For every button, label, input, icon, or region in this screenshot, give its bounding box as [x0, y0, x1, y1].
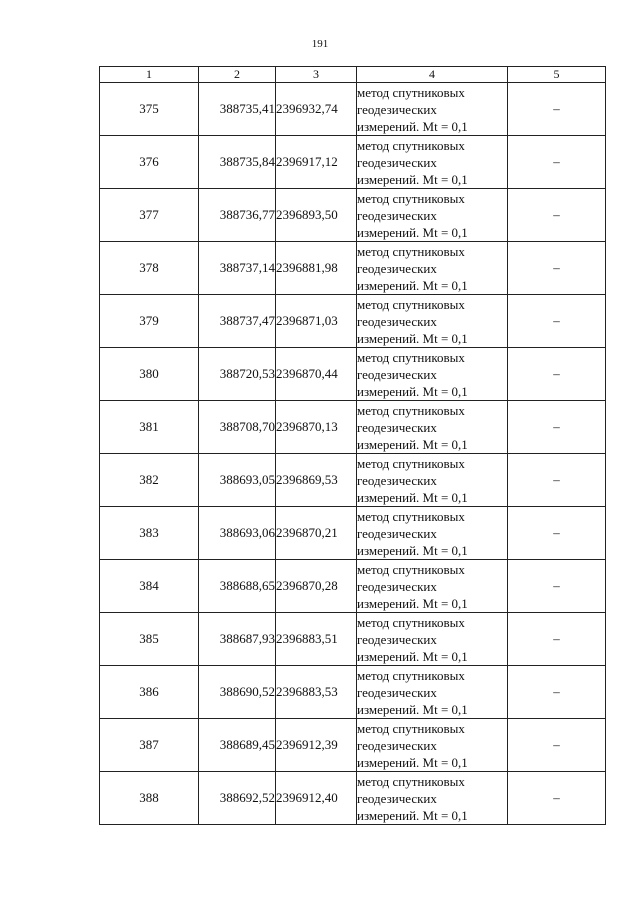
- method-line: геодезических: [357, 578, 437, 594]
- method-cell: [357, 189, 508, 242]
- y-coordinate-cell: 2396917,12: [276, 136, 357, 189]
- method-line: геодезических: [357, 101, 437, 117]
- table-row: [100, 401, 606, 454]
- point-number-cell: 381: [100, 401, 199, 454]
- method-line: геодезических: [357, 525, 437, 541]
- y-coordinate-cell: 2396932,74: [276, 83, 357, 136]
- x-coordinate-cell: 388688,65: [199, 560, 276, 613]
- point-number-cell: 388: [100, 772, 199, 825]
- method-line: измерений. Mt = 0,1: [357, 595, 468, 611]
- point-number-cell: 382: [100, 454, 199, 507]
- method-cell: [357, 772, 508, 825]
- point-number-cell: 379: [100, 295, 199, 348]
- method-line: геодезических: [357, 260, 437, 276]
- method-line: геодезических: [357, 419, 437, 435]
- y-coordinate-cell: 2396912,39: [276, 719, 357, 772]
- method-cell: [357, 136, 508, 189]
- method-cell: [357, 613, 508, 666]
- header-row: [100, 67, 606, 83]
- column-header-3: 3: [276, 67, 357, 83]
- coordinates-table: [99, 66, 606, 825]
- point-number-cell: 378: [100, 242, 199, 295]
- method-line: геодезических: [357, 631, 437, 647]
- column-5-cell: –: [508, 454, 606, 507]
- table-row: [100, 136, 606, 189]
- column-header-1: 1: [100, 67, 199, 83]
- method-line: метод спутниковых: [357, 561, 465, 577]
- column-5-cell: –: [508, 242, 606, 295]
- column-header-4: 4: [357, 67, 508, 83]
- column-header-5: 5: [508, 67, 606, 83]
- method-line: метод спутниковых: [357, 508, 465, 524]
- y-coordinate-cell: 2396893,50: [276, 189, 357, 242]
- method-line: измерений. Mt = 0,1: [357, 754, 468, 770]
- column-header-2: 2: [199, 67, 276, 83]
- method-line: геодезических: [357, 313, 437, 329]
- x-coordinate-cell: 388693,05: [199, 454, 276, 507]
- method-line: измерений. Mt = 0,1: [357, 118, 468, 134]
- y-coordinate-cell: 2396871,03: [276, 295, 357, 348]
- point-number-cell: 377: [100, 189, 199, 242]
- table-row: [100, 189, 606, 242]
- method-line: метод спутниковых: [357, 84, 465, 100]
- table-row: [100, 666, 606, 719]
- method-line: измерений. Mt = 0,1: [357, 436, 468, 452]
- x-coordinate-cell: 388690,52: [199, 666, 276, 719]
- column-5-cell: –: [508, 507, 606, 560]
- column-5-cell: –: [508, 189, 606, 242]
- method-line: метод спутниковых: [357, 667, 465, 683]
- method-line: метод спутниковых: [357, 614, 465, 630]
- method-cell: [357, 454, 508, 507]
- method-line: измерений. Mt = 0,1: [357, 171, 468, 187]
- column-5-cell: –: [508, 666, 606, 719]
- x-coordinate-cell: 388708,70: [199, 401, 276, 454]
- method-line: метод спутниковых: [357, 190, 465, 206]
- x-coordinate-cell: 388737,14: [199, 242, 276, 295]
- column-5-cell: –: [508, 348, 606, 401]
- method-line: измерений. Mt = 0,1: [357, 330, 468, 346]
- table-row: [100, 242, 606, 295]
- method-line: геодезических: [357, 737, 437, 753]
- point-number-cell: 385: [100, 613, 199, 666]
- x-coordinate-cell: 388687,93: [199, 613, 276, 666]
- point-number-cell: 380: [100, 348, 199, 401]
- method-line: геодезических: [357, 154, 437, 170]
- method-line: метод спутниковых: [357, 137, 465, 153]
- x-coordinate-cell: 388693,06: [199, 507, 276, 560]
- column-5-cell: –: [508, 295, 606, 348]
- method-cell: [357, 348, 508, 401]
- method-cell: [357, 507, 508, 560]
- y-coordinate-cell: 2396869,53: [276, 454, 357, 507]
- column-5-cell: –: [508, 83, 606, 136]
- method-line: измерений. Mt = 0,1: [357, 701, 468, 717]
- table-row: [100, 560, 606, 613]
- y-coordinate-cell: 2396870,44: [276, 348, 357, 401]
- x-coordinate-cell: 388736,77: [199, 189, 276, 242]
- method-line: геодезических: [357, 207, 437, 223]
- table-row: [100, 454, 606, 507]
- method-line: метод спутниковых: [357, 455, 465, 471]
- y-coordinate-cell: 2396881,98: [276, 242, 357, 295]
- y-coordinate-cell: 2396870,28: [276, 560, 357, 613]
- method-cell: [357, 83, 508, 136]
- method-line: метод спутниковых: [357, 349, 465, 365]
- method-line: измерений. Mt = 0,1: [357, 648, 468, 664]
- method-line: геодезических: [357, 366, 437, 382]
- column-5-cell: –: [508, 772, 606, 825]
- method-line: метод спутниковых: [357, 773, 465, 789]
- method-line: измерений. Mt = 0,1: [357, 542, 468, 558]
- x-coordinate-cell: 388692,52: [199, 772, 276, 825]
- method-line: геодезических: [357, 472, 437, 488]
- method-line: метод спутниковых: [357, 296, 465, 312]
- method-line: геодезических: [357, 790, 437, 806]
- column-5-cell: –: [508, 613, 606, 666]
- column-5-cell: –: [508, 719, 606, 772]
- table-row: [100, 719, 606, 772]
- column-5-cell: –: [508, 401, 606, 454]
- column-5-cell: –: [508, 560, 606, 613]
- table-row: [100, 772, 606, 825]
- method-cell: [357, 666, 508, 719]
- point-number-cell: 384: [100, 560, 199, 613]
- table-row: [100, 613, 606, 666]
- x-coordinate-cell: 388720,53: [199, 348, 276, 401]
- table-row: [100, 83, 606, 136]
- method-line: геодезических: [357, 684, 437, 700]
- method-line: метод спутниковых: [357, 720, 465, 736]
- table-header: [100, 67, 606, 83]
- table-row: [100, 348, 606, 401]
- page-number: 191: [311, 38, 329, 50]
- method-cell: [357, 560, 508, 613]
- y-coordinate-cell: 2396870,21: [276, 507, 357, 560]
- x-coordinate-cell: 388689,45: [199, 719, 276, 772]
- method-line: метод спутниковых: [357, 402, 465, 418]
- x-coordinate-cell: 388735,84: [199, 136, 276, 189]
- x-coordinate-cell: 388735,41: [199, 83, 276, 136]
- method-cell: [357, 242, 508, 295]
- point-number-cell: 376: [100, 136, 199, 189]
- method-cell: [357, 295, 508, 348]
- method-cell: [357, 719, 508, 772]
- method-line: измерений. Mt = 0,1: [357, 807, 468, 823]
- method-line: измерений. Mt = 0,1: [357, 277, 468, 293]
- point-number-cell: 387: [100, 719, 199, 772]
- method-line: метод спутниковых: [357, 243, 465, 259]
- column-5-cell: –: [508, 136, 606, 189]
- y-coordinate-cell: 2396870,13: [276, 401, 357, 454]
- table-row: [100, 507, 606, 560]
- table-body: [100, 83, 606, 825]
- method-line: измерений. Mt = 0,1: [357, 224, 468, 240]
- point-number-cell: 383: [100, 507, 199, 560]
- method-cell: [357, 401, 508, 454]
- y-coordinate-cell: 2396883,53: [276, 666, 357, 719]
- x-coordinate-cell: 388737,47: [199, 295, 276, 348]
- method-line: измерений. Mt = 0,1: [357, 383, 468, 399]
- point-number-cell: 375: [100, 83, 199, 136]
- y-coordinate-cell: 2396912,40: [276, 772, 357, 825]
- method-line: измерений. Mt = 0,1: [357, 489, 468, 505]
- table-row: [100, 295, 606, 348]
- point-number-cell: 386: [100, 666, 199, 719]
- y-coordinate-cell: 2396883,51: [276, 613, 357, 666]
